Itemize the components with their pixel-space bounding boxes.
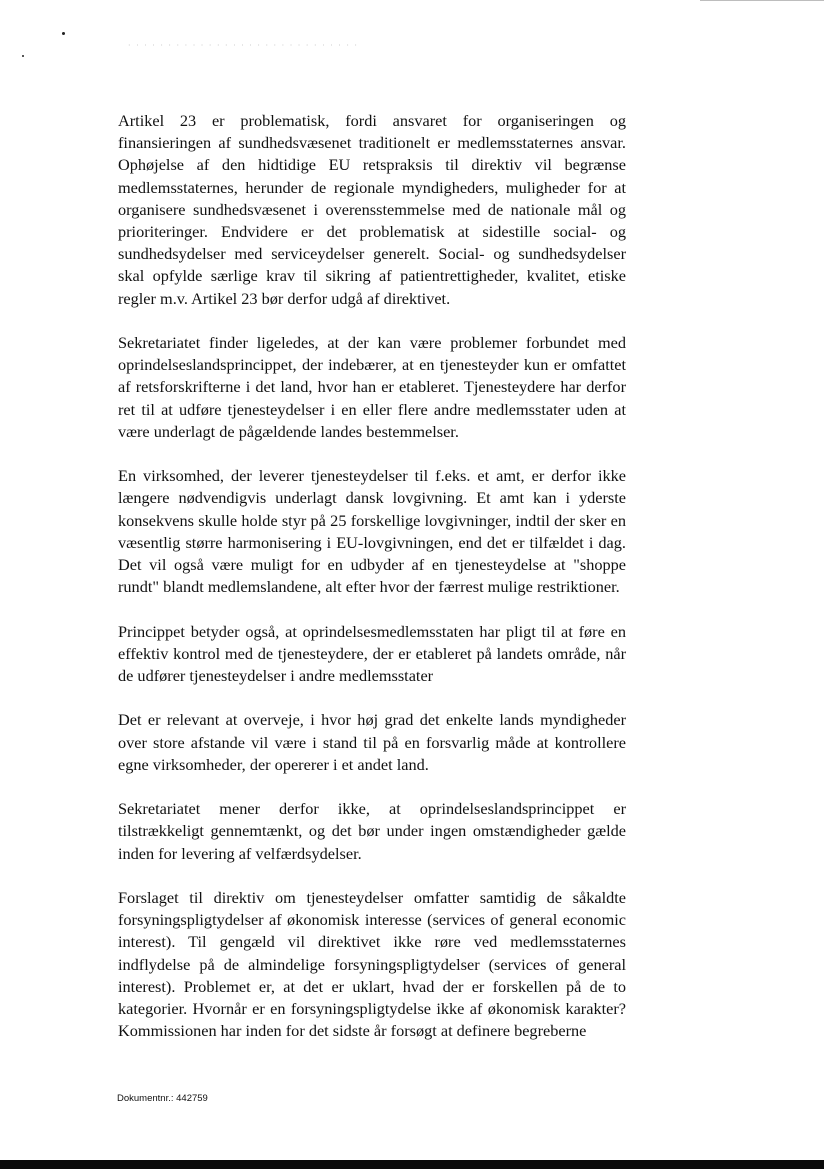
paragraph-control-duty: Princippet betyder også, at oprindelsesmedlemsstaten har pligt til at føre en effektiv kontrol med de tjenesteydere, der er etableret på landets område, når de udfører tjenesteydelser i andre medlemsstater	[118, 621, 626, 686]
top-edge-rule	[700, 0, 824, 1]
scan-edge-bar	[0, 1160, 824, 1169]
scan-speck	[22, 55, 24, 57]
document-number: Dokumentnr.: 442759	[117, 1093, 208, 1104]
faint-scanned-header: · · · · · · · · · · · · · · · · · · · · · · · · · · · · ·	[128, 41, 359, 50]
paragraph-secretariat-opinion: Sekretariatet mener derfor ikke, at oprindelseslandsprincippet er tilstrækkeligt gennemtænkt, og det bør under ingen omstændigheder gælde inden for levering af velfærdsydelser.	[118, 799, 626, 863]
paragraph-legislation-shopping: En virksomhed, der leverer tjenesteydelser til f.eks. et amt, er derfor ikke længere nødvendigvis underlagt dansk lovgivning. Et amt kan i yderste konsekvens skulle holde styr på 25 forskellige lovgivninger, indtil der sker en væsentlig større harmonisering i EU-lovgivningen, end det er tilfældet i dag. Det vil også være muligt for en udbyder af en tjenesteydelse at "shoppe rundt" blandt medlemslandene, alt efter hvor der færrest mulige restriktioner.	[118, 466, 626, 597]
paragraph-article-23: Artikel 23 er problematisk, fordi ansvaret for organiseringen og finansieringen af sundhedsvæsenet traditionelt er medlemsstaternes ansvar. Ophøjelse af den hidtidige EU retspraksis til direktiv vil begrænse medlemsstaternes, herunder de regionale myndigheders, muligheder for at organisere sundhedsvæsenet i overensstemmelse med de nationale mål og prioriteringer. Endvidere er det problematisk at sidestille social- og sundhedsydelser med serviceydelser generelt. Social- og sundhedsydelser skal opfylde særlige krav til sikring af patientrettigheder, kvalitet, etiske regler m.v. Artikel 23 bør derfor udgå af direktivet.	[118, 111, 626, 308]
paragraph-origin-principle: Sekretariatet finder ligeledes, at der kan være problemer forbundet med oprindelseslandsprincippet, der indebærer, at en tjenesteyder kun er omfattet af retsforskrifterne i det land, hvor han er etableret. Tjenesteydere har derfor ret til at udføre tjenesteydelser i en eller flere andre medlemsstater uden at være underlagt de pågældende landes bestemmelser.	[118, 333, 626, 441]
paragraph-general-interest-services: Forslaget til direktiv om tjenesteydelser omfatter samtidig de såkaldte forsyningspligtydelser af økonomisk interesse (services of general economic interest). Til gengæld vil direktivet ikke røre ved medlemsstaternes indflydelse på de almindelige forsyningspligtydelser (services of general interest). Problemet er, at det er uklart, hvad der er forskellen på de to kategorier. Hvornår er en forsyningspligtydelse ikke af økonomisk karakter? Kommissionen har inden for det sidste år forsøgt at definere begreberne	[118, 888, 626, 1041]
scan-speck	[62, 32, 65, 35]
paragraph-distance-control: Det er relevant at overveje, i hvor høj grad det enkelte lands myndigheder over store afstande vil være i stand til på en forsvarlig måde at kontrollere egne virksomheder, der opererer i et andet land.	[118, 710, 626, 774]
document-body	[118, 110, 626, 1065]
